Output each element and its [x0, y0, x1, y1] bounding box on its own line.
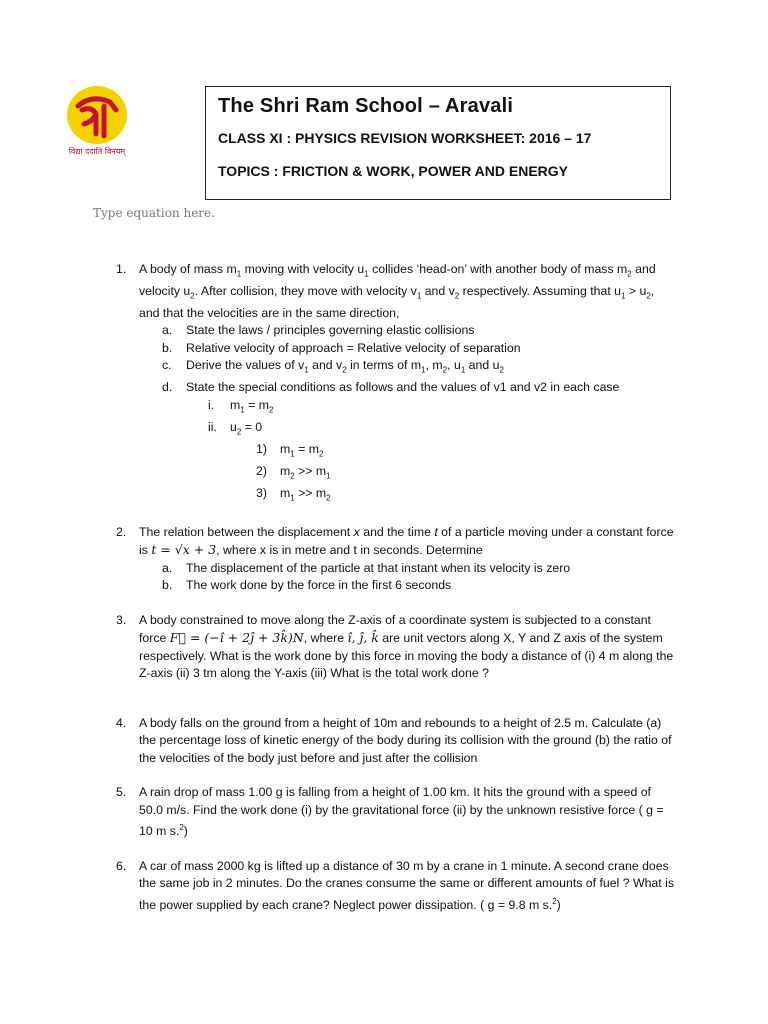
equation-t: t = √x + 3 — [151, 542, 217, 558]
question-text: A body constrained to move along the Z-axis of a coordinate system is subjected to a constant force F⃗ = (−î + 2ĵ + 3k̂)N, where î, ĵ, k̂ are unit vectors along X, Y and Z axis of the system respectively. What is the work done by this force in moving the body a distance of (i) 4 m along the Z-axis (ii) 3 tm along the Y-axis (iii) What is the total work done ? — [139, 612, 674, 681]
sub-item-b: b. Relative velocity of approach = Relative velocity of separation — [162, 340, 521, 355]
question-text: A rain drop of mass 1.00 g is falling from a height of 1.00 km. It hits the ground with a speed of 50.0 m/s. Find the work done (i) by the gravitational force (ii) by the unknown resistive force ( g = 10 m s.$^2$) — [139, 785, 664, 839]
equation-placeholder[interactable]: Type equation here. — [93, 206, 215, 220]
condition-2: 2) $m_2 >> m_1$ — [256, 463, 331, 481]
equation-force: F⃗ = (−î + 2ĵ + 3k̂)N — [169, 630, 304, 646]
topics-line: TOPICS : FRICTION & WORK, POWER AND ENERGY — [218, 163, 569, 179]
question-6 — [116, 858, 676, 915]
question-text: A body of mass $m_1$ moving with velocity $u_1$ collides ‘head-on’ with another body of mass $m_2$ and velocity $u_2$. After collision, they move with velocity $v_1$ and $v_2$ respectively. Assuming that $u_1 > u_2$, and that the velocities are in the same direction, — [139, 262, 656, 320]
question-text: The relation between the displacement x and the time t of a particle moving under a constant force is t = √x + 3, where x is in metre and t in seconds. Determine — [139, 524, 674, 558]
sub-item-b: b. The work done by the force in the first 6 seconds — [162, 578, 452, 593]
question-2 — [116, 524, 676, 595]
question-text: A car of mass 2000 kg is lifted up a distance of 30 m by a crane in 1 minute. A second crane does the same job in 2 minutes. Do the cranes consume the same or different amounts of fuel ? What is the power supplied by each crane? Neglect power dissipation. ( g = 9.8 m s.$^2$) — [139, 858, 674, 912]
question-4 — [116, 715, 676, 768]
header-box — [205, 86, 671, 200]
question-3 — [116, 612, 676, 683]
sub-item-i: i. $m_1 = m_2$ — [208, 397, 274, 415]
unit-vectors: î, ĵ, k̂ — [347, 630, 379, 646]
sub-item-a: a. State the laws / principles governing elastic collisions — [162, 323, 475, 338]
question-5 — [116, 784, 676, 841]
condition-1: 1) $m_1 = m_2$ — [256, 441, 324, 459]
sub-item-ii: ii. $u_2 = 0$ — [208, 419, 263, 437]
school-logo — [52, 82, 142, 162]
class-line: CLASS XI : PHYSICS REVISION WORKSHEET: 2016 – 17 — [218, 130, 592, 146]
question-list — [116, 261, 676, 931]
question-number: 6. — [116, 858, 127, 873]
school-name: The Shri Ram School – Aravali — [218, 95, 514, 117]
question-number: 3. — [116, 612, 127, 627]
question-number: 1. — [116, 262, 127, 276]
question-text: A body falls on the ground from a height of 10m and rebounds to a height of 2.5 m. Calculate (a) the percentage loss of kinetic energy of the body during its collision with the ground (b) the ratio of the velocities of the body just before and just after the collision — [139, 715, 672, 765]
logo-motto: विद्या ददाति विनयम् — [68, 147, 126, 156]
question-number: 2. — [116, 524, 127, 539]
question-number: 4. — [116, 715, 127, 730]
sub-item-a: a. The displacement of the particle at that instant when its velocity is zero — [162, 560, 571, 575]
sub-item-d: d. State the special conditions as follows and the values of v1 and v2 in each case — [162, 380, 620, 395]
question-1 — [116, 261, 676, 507]
question-number: 5. — [116, 785, 127, 800]
condition-3: 3) $m_1 >> m_2$ — [256, 485, 331, 503]
sub-item-c: c. Derive the values of $v_1$ and $v_2$ in terms of $m_1$, $m_2$, $u_1$ and $u_2$ — [162, 358, 504, 375]
